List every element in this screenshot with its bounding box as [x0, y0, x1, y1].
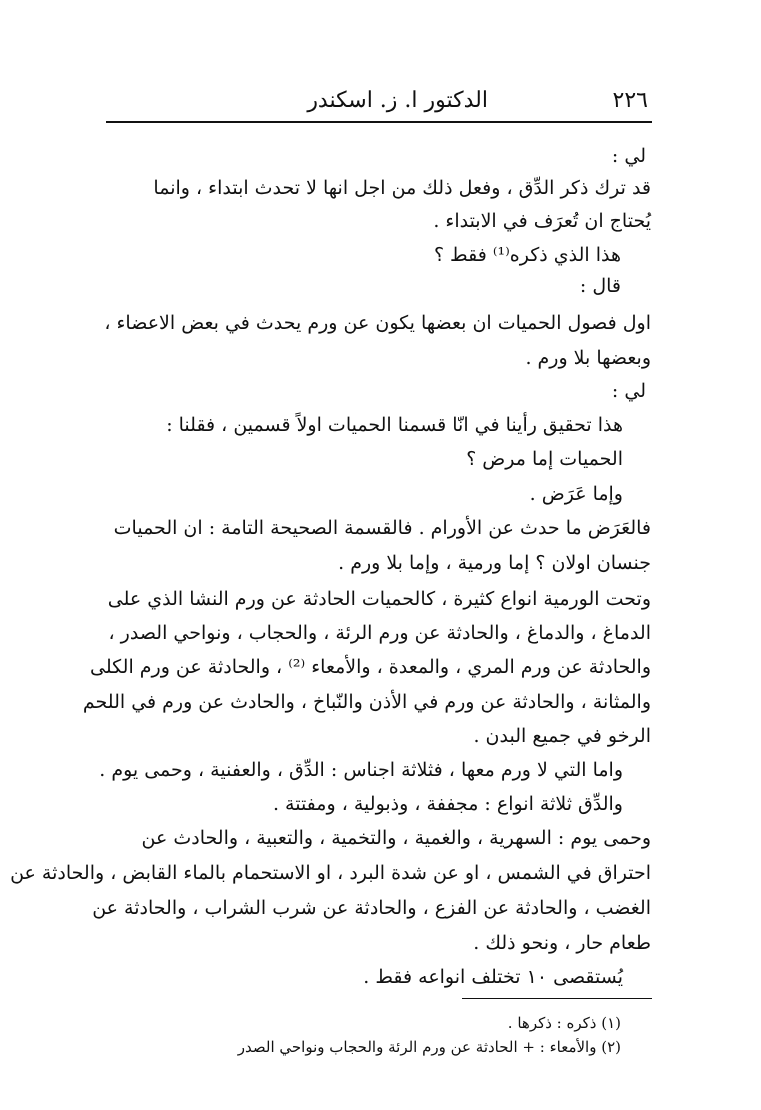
body-line: لي :	[611, 380, 646, 402]
body-line: الدماغ ، والدماغ ، والحادثة عن ورم الرئة ، والحجاب ، ونواحي الصدر ،	[108, 622, 651, 644]
body-line: والدِّق ثلاثة انواع : مجففة ، وذبولية ، ومفتتة .	[272, 793, 623, 815]
body-line: والمثانة ، والحادثة عن ورم في الأذن والنّباخ ، والحادث عن ورم في اللحم	[82, 691, 651, 713]
body-line: طعام حار ، ونحو ذلك .	[473, 932, 651, 954]
body-line: الحميات إما مرض ؟	[466, 448, 623, 470]
body-line: الغضب ، والحادثة عن الفزع ، والحادثة عن شرب الشراب ، والحادثة عن	[92, 897, 651, 919]
body-line: لي :	[611, 145, 646, 167]
body-line: قد ترك ذكر الدِّق ، وفعل ذلك من اجل انها لا تحدث ابتداء ، وانما	[153, 177, 651, 199]
footnote-rule	[462, 998, 652, 999]
footnote: (٢) والأمعاء : + الحادثة عن ورم الرئة والحجاب ونواحي الصدر	[237, 1038, 621, 1056]
body-line: يُحتاج ان تُعرَف في الابتداء .	[433, 210, 651, 232]
body-line: فالعَرَض ما حدث عن الأورام . فالقسمة الصحيحة التامة : ان الحميات	[113, 517, 651, 539]
body-line: والحادثة عن ورم المري ، والمعدة ، والأمعاء ⁽²⁾ ، والحادثة عن ورم الكلى	[90, 656, 651, 678]
body-line: وبعضها بلا ورم .	[525, 347, 651, 369]
body-line: الرخو في جميع البدن .	[473, 725, 651, 747]
body-line: اول فصول الحميات ان بعضها يكون عن ورم يحدث في بعض الاعضاء ،	[104, 312, 651, 334]
body-line: هذا الذي ذكره⁽¹⁾ فقط ؟	[433, 244, 621, 266]
header-rule	[106, 121, 652, 123]
body-line: وتحت الورمية انواع كثيرة ، كالحميات الحادثة عن ورم النشا الذي على	[107, 588, 651, 610]
body-line: قال :	[579, 275, 621, 297]
body-line: هذا تحقيق رأينا في انّا قسمنا الحميات اولاً قسمين ، فقلنا :	[166, 414, 623, 436]
body-line: احتراق في الشمس ، او عن شدة البرد ، او الاستحمام بالماء القابض ، والحادثة عن	[10, 862, 651, 884]
running-title: الدكتور ا. ز. اسكندر	[307, 88, 488, 113]
body-line: وحمى يوم : السهرية ، والغمية ، والتخمية ، والتعبية ، والحادث عن	[141, 827, 651, 849]
footnote: (١) ذكره : ذكرها .	[507, 1014, 621, 1032]
body-line: جنسان اولان ؟ إما ورمية ، وإما بلا ورم .	[338, 552, 651, 574]
page-number: ٢٢٦	[612, 88, 648, 113]
running-header	[108, 84, 648, 120]
body-line: وإما عَرَض .	[529, 483, 623, 505]
body-line: يُستقصى ١٠ تختلف انواعه فقط .	[363, 966, 623, 988]
body-line: واما التي لا ورم معها ، فثلاثة اجناس : الدِّق ، والعفنية ، وحمى يوم .	[99, 759, 623, 781]
